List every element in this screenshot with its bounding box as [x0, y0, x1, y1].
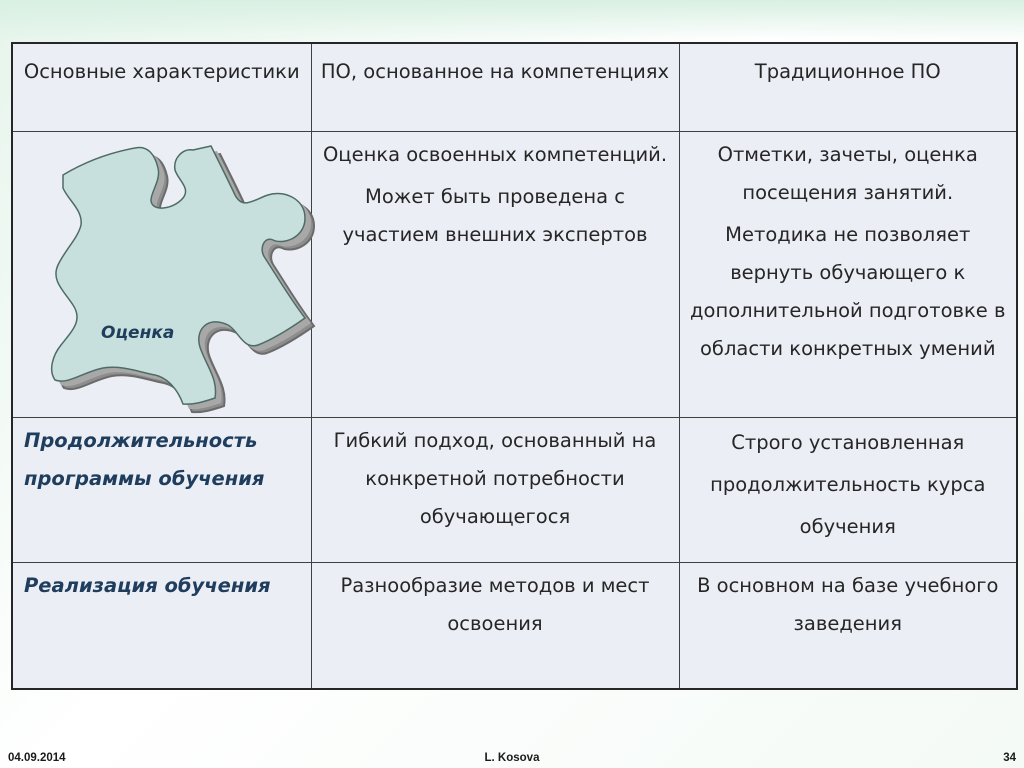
row-label-assessment-cell — [12, 131, 311, 417]
cell-competency-assessment — [311, 131, 679, 417]
table-header-row — [12, 43, 1017, 131]
table-row-duration — [12, 417, 1017, 562]
cell-traditional-implementation: В основном на базе учебного заведения — [679, 562, 1017, 689]
row-label-implementation: Реализация обучения — [12, 562, 311, 689]
table-row-implementation — [12, 562, 1017, 689]
row-label-duration: Продолжительность программы обучения — [12, 417, 311, 562]
footer-date: 04.09.2014 — [8, 752, 66, 764]
header-cell-traditional-po: Традиционное ПО — [679, 43, 1017, 131]
text-competency-assessment-1: Оценка освоенных компетенций. — [322, 142, 668, 166]
comparison-table — [11, 42, 1018, 690]
cell-competency-duration: Гибкий подход, основанный на конкретной потребности обучающегося — [311, 417, 679, 562]
text-competency-assessment-2: Может быть проведена с участием внешних экспертов — [342, 184, 648, 246]
puzzle-label: Оценка — [101, 322, 175, 343]
footer-page-number: 34 — [1003, 752, 1016, 764]
cell-traditional-duration: Строго установленная продолжительность курса обучения — [679, 417, 1017, 562]
background-band — [0, 0, 1024, 40]
cell-traditional-assessment — [679, 131, 1017, 417]
footer-author: L. Kosova — [484, 752, 540, 764]
table-row-assessment — [12, 131, 1017, 417]
cell-competency-implementation: Разнообразие методов и мест освоения — [311, 562, 679, 689]
text-traditional-assessment-2: Методика не позволяет вернуть обучающего к дополнительной подготовке в области конкретных умений — [690, 222, 1006, 360]
text-traditional-assessment-1: Отметки, зачеты, оценка посещения занятий. — [717, 142, 978, 204]
puzzle-piece-icon — [43, 140, 333, 415]
header-cell-competency-po: ПО, основанное на компетенциях — [311, 43, 679, 131]
header-cell-characteristics: Основные характеристики — [12, 43, 311, 131]
